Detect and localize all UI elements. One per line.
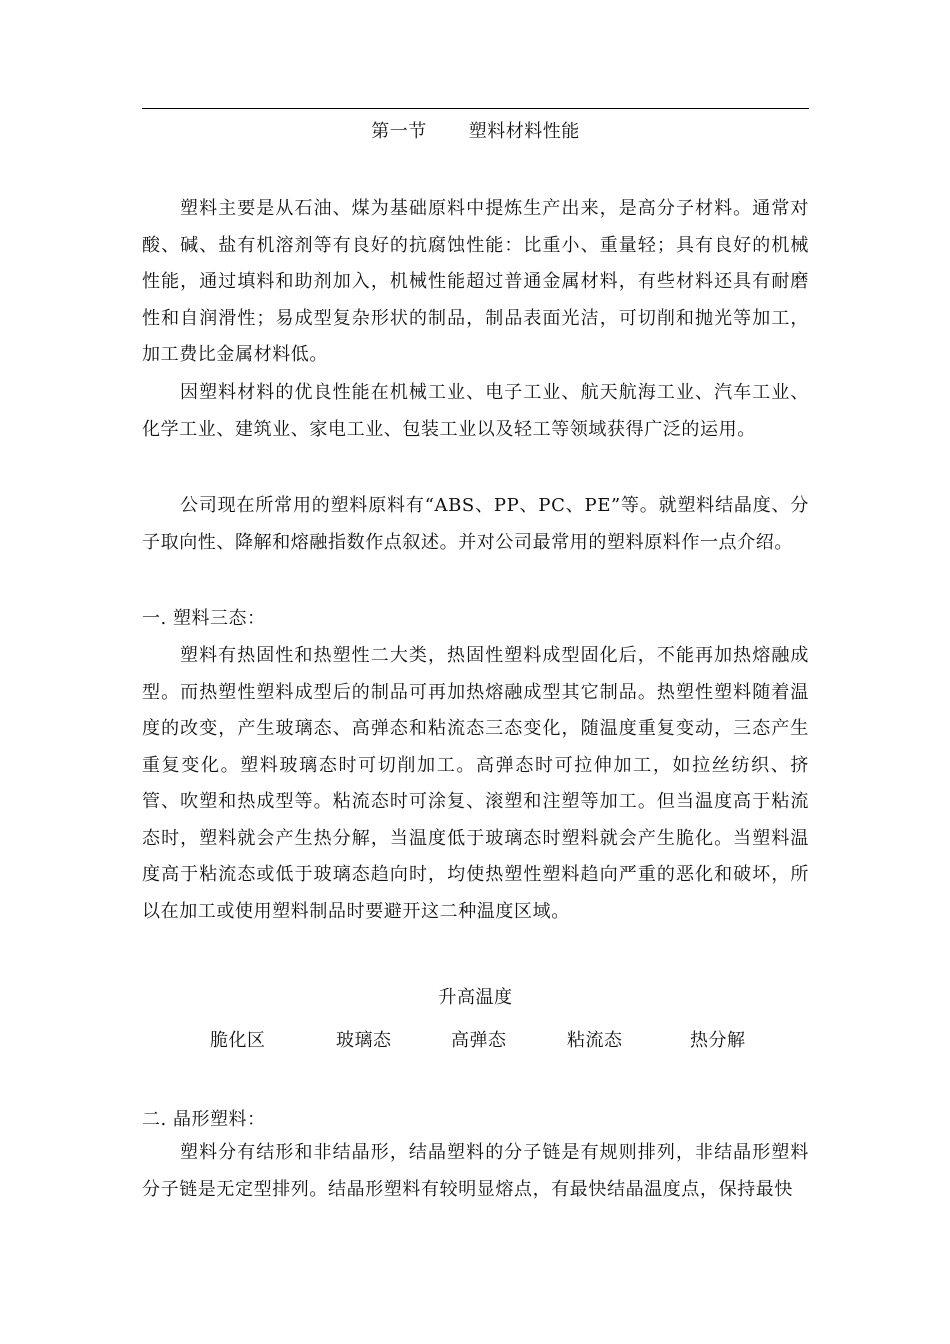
three-states-paragraph: 塑料有热固性和热塑性二大类，热固性塑料成型固化后，不能再加热熔融成型。而热塑性塑料成型后的制品可再加热熔融成型其它制品。热塑性塑料随着温度的改变，产生玻璃态、高弹态和粘流态三态变化，随温度重复变动，三态产生重复变化。塑料玻璃态时可切削加工。高弹态时可拉伸加工，如拉丝纺织、挤管、吹塑和热成型等。粘流态时可涂复、滚塑和注塑等加工。但当温度高于粘流态时，塑料就会产生热分解，当温度低于玻璃态时塑料就会产生脆化。当塑料温度高于粘流态或低于玻璃态趋向时，均使热塑性塑料趋向严重的恶化和破坏，所以在加工或使用塑料制品时要避开这二种温度区域。 (142, 645, 809, 922)
intro-paragraph: 塑料主要是从石油、煤为基础原料中提炼生产出来，是高分子材料。通常对酸、碱、盐有机溶剂等有良好的抗腐蚀性能：比重小、重量轻；具有良好的机械性能，通过填料和助剂加入，机械性能超过普通金属材料，有些材料还具有耐磨性和自润滑性；易成型复杂形状的制品，制品表面光洁，可切削和抛光等加工，加工费比金属材料低。 (142, 198, 809, 365)
header-rule (142, 108, 809, 109)
applications-paragraph: 因塑料材料的优良性能在机械工业、电子工业、航天航海工业、汽车工业、化学工业、建筑业、家电工业、包装工业以及轻工等领域获得广泛的运用。 (142, 382, 809, 440)
diagram-title: 升高温度 (438, 987, 513, 1008)
state-label-embrittlement: 脆化区 (210, 1030, 266, 1051)
state-label-high-elastic: 高弹态 (451, 1030, 507, 1051)
section-heading: 塑料材料性能 (468, 121, 580, 142)
heading-three-states: 一. 塑料三态： (142, 608, 266, 629)
section-number: 第一节 (371, 121, 427, 142)
materials-paragraph: 公司现在所常用的塑料原料有“ABS、PP、PC、PE”等。就塑料结晶度、分子取向性、降解和熔融指数作点叙述。并对公司最常用的塑料原料作一点介绍。 (142, 495, 809, 553)
state-label-decomposition: 热分解 (690, 1030, 746, 1051)
state-label-viscous-flow: 粘流态 (567, 1030, 623, 1051)
crystalline-paragraph: 塑料分有结形和非结晶形，结晶塑料的分子链是有规则排列，非结晶形塑料分子链是无定型排列。结晶形塑料有较明显熔点，有最快结晶温度点，保持最快 (142, 1142, 809, 1200)
state-label-glassy: 玻璃态 (336, 1030, 392, 1051)
heading-crystalline: 二. 晶形塑料： (142, 1109, 266, 1130)
section-title (142, 119, 809, 145)
